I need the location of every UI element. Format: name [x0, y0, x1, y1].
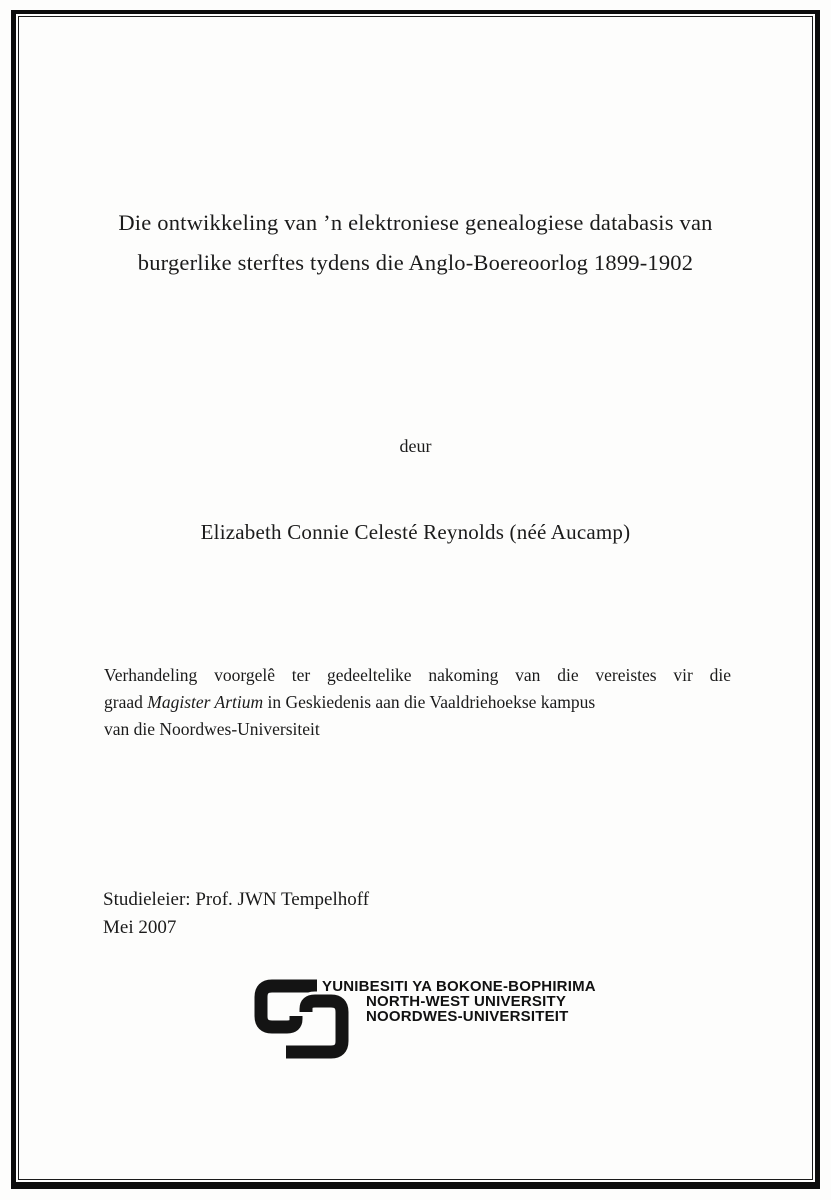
degree-statement-line2-post: in Geskiedenis aan die Vaaldriehoekse kampus [263, 692, 596, 712]
byline-deur: deur [399, 436, 432, 456]
degree-name: Magister Artium [147, 692, 264, 712]
supervisor-line: Studieleier: Prof. JWN Tempelhoff [103, 889, 370, 910]
degree-statement-line2-pre: graad [104, 692, 148, 712]
university-logo-text [322, 979, 596, 1025]
degree-statement [104, 662, 731, 743]
supervisor-block [103, 886, 369, 942]
logo-line-setswana: YUNIBESITI YA BOKONE-BOPHIRIMA [322, 978, 596, 995]
logo-line-english: NORTH-WEST UNIVERSITY [366, 993, 567, 1011]
logo-line-afrikaans: NOORDWES-UNIVERSITEIT [366, 1008, 569, 1026]
university-logo [253, 974, 596, 1064]
degree-statement-line2 [104, 689, 731, 716]
author-name: Elizabeth Connie Celesté Reynolds (néé Aucamp) [200, 520, 631, 544]
degree-statement-line3: van die Noordwes-Universiteit [104, 719, 320, 739]
thesis-title-line2: burgerlike sterftes tydens die Anglo-Boereoorlog 1899-1902 [137, 250, 694, 275]
thesis-title-line1: Die ontwikkeling van ’n elektroniese genealogiese databasis van [118, 210, 713, 235]
thesis-title [60, 203, 771, 283]
degree-statement-line1: Verhandeling voorgelê ter gedeeltelike nakoming van die vereistes vir die [104, 665, 731, 685]
date-line: Mei 2007 [103, 917, 177, 938]
